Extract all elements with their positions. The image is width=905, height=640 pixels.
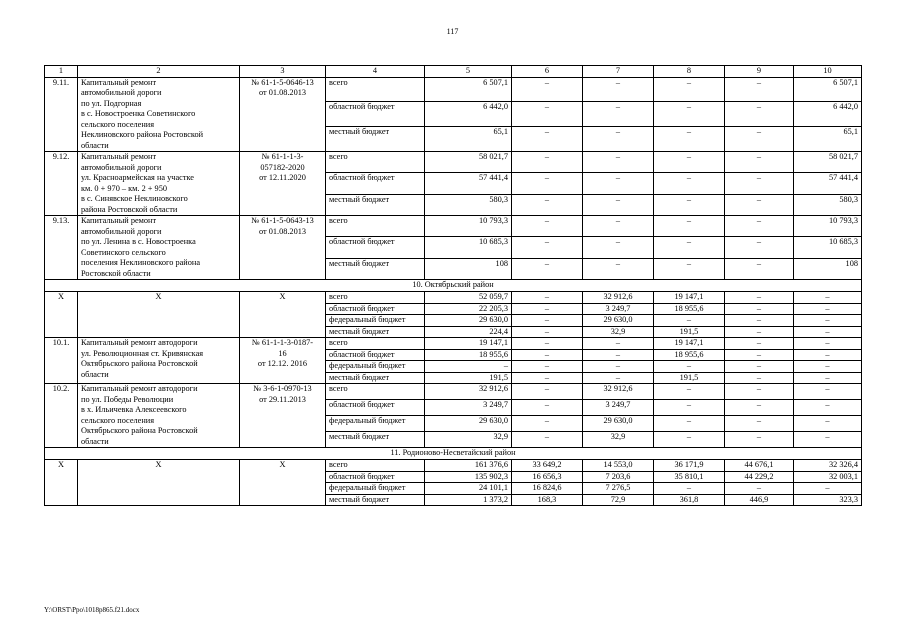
amount-cell: – (425, 361, 512, 373)
amount-cell: – (512, 315, 583, 327)
amount-cell: – (794, 432, 862, 448)
amount-cell: 16 824,6 (512, 483, 583, 495)
amount-cell: – (654, 400, 725, 416)
name-line: в с. Новостроенка Советинского (81, 109, 196, 118)
header-cell: 5 (425, 66, 512, 78)
amount-cell: – (583, 173, 654, 194)
amount-cell: 7 276,5 (583, 483, 654, 495)
funding-source: местный бюджет (326, 432, 425, 448)
amount-cell: 108 (425, 258, 512, 279)
amount-cell: 191,5 (425, 372, 512, 384)
amount-cell: – (583, 349, 654, 361)
amount-cell: 6 442,0 (794, 102, 862, 127)
amount-cell: 72,9 (583, 494, 654, 506)
header-cell: 3 (240, 66, 326, 78)
amount-cell: – (654, 194, 725, 215)
header-cell: 6 (512, 66, 583, 78)
amount-cell: – (794, 483, 862, 495)
amount-cell: – (794, 326, 862, 338)
doc-line: № 3-6-1-0970-13 (253, 384, 312, 393)
amount-cell: 1 373,2 (425, 494, 512, 506)
amount-cell: – (654, 216, 725, 237)
amount-cell: – (512, 349, 583, 361)
amount-cell: – (794, 349, 862, 361)
amount-cell: – (512, 372, 583, 384)
amount-cell: – (512, 102, 583, 127)
doc-line: от 01.08.2013 (258, 88, 307, 97)
name-line: области (81, 140, 109, 150)
funding-source: всего (326, 384, 425, 400)
amount-cell: – (512, 326, 583, 338)
name-line: Октябрьского района Ростовской (81, 426, 198, 435)
name-line: Капитальный ремонт (81, 152, 157, 161)
name-line: в с. Синявское Неклиновского (81, 194, 188, 203)
section-title: 10. Октябрьский район (45, 280, 862, 292)
amount-cell: 65,1 (425, 127, 512, 152)
amount-cell: 32 912,6 (583, 292, 654, 304)
funding-source: федеральный бюджет (326, 315, 425, 327)
amount-cell: 10 793,3 (794, 216, 862, 237)
item-number: X (45, 292, 78, 338)
amount-cell: – (512, 173, 583, 194)
table-row (45, 338, 862, 350)
name-line: Ростовской области (81, 268, 151, 278)
amount-cell: – (654, 237, 725, 258)
name-line: поселения Неклиновского района (81, 258, 201, 267)
amount-cell: – (725, 372, 794, 384)
amount-cell: 3 249,7 (583, 400, 654, 416)
amount-cell: 10 685,3 (794, 237, 862, 258)
amount-cell: 29 630,0 (425, 315, 512, 327)
header-cell: 10 (794, 66, 862, 78)
amount-cell: – (512, 152, 583, 173)
amount-cell: – (725, 315, 794, 327)
item-number: 9.11. (45, 77, 78, 152)
amount-cell: 32,9 (583, 326, 654, 338)
item-document (240, 216, 326, 280)
amount-cell: – (512, 194, 583, 215)
item-name (78, 460, 240, 506)
amount-cell: 161 376,6 (425, 460, 512, 472)
item-number: X (45, 460, 78, 506)
item-document (240, 460, 326, 506)
table-row (45, 152, 862, 173)
page-number: 117 (446, 27, 459, 36)
header-cell: 1 (45, 66, 78, 78)
item-document (240, 292, 326, 338)
amount-cell: – (512, 303, 583, 315)
amount-cell: 44 229,2 (725, 471, 794, 483)
doc-line: от 12.11.2020 (259, 173, 306, 182)
amount-cell: – (725, 77, 794, 102)
amount-cell: 52 059,7 (425, 292, 512, 304)
amount-cell: 33 649,2 (512, 460, 583, 472)
amount-cell: 19 147,1 (654, 338, 725, 350)
amount-cell: 32 326,4 (794, 460, 862, 472)
amount-cell: 19 147,1 (425, 338, 512, 350)
amount-cell: – (725, 326, 794, 338)
funding-source: федеральный бюджет (326, 416, 425, 432)
amount-cell: – (583, 194, 654, 215)
header-cell: 7 (583, 66, 654, 78)
funding-source: областной бюджет (326, 237, 425, 258)
name-line: области (81, 369, 109, 379)
amount-cell: – (654, 77, 725, 102)
amount-cell: – (512, 361, 583, 373)
table-row (45, 460, 862, 472)
footer-path: Y:\ORST\Ppo\1018p865.f21.docx (44, 606, 140, 614)
funding-source: местный бюджет (326, 194, 425, 215)
name-line: района Ростовской области (81, 204, 178, 214)
amount-cell: 135 902,3 (425, 471, 512, 483)
item-name (78, 216, 240, 280)
amount-cell: 7 203,6 (583, 471, 654, 483)
amount-cell: 29 630,0 (583, 416, 654, 432)
amount-cell: – (583, 102, 654, 127)
amount-cell: – (583, 237, 654, 258)
name-line: X (155, 460, 162, 469)
amount-cell: – (794, 372, 862, 384)
amount-cell: – (725, 303, 794, 315)
name-line: области (81, 436, 109, 446)
header-row (45, 66, 862, 78)
amount-cell: – (654, 173, 725, 194)
amount-cell: 224,4 (425, 326, 512, 338)
amount-cell: – (794, 384, 862, 400)
funding-source: всего (326, 77, 425, 102)
amount-cell: – (654, 315, 725, 327)
amount-cell: 57 441,4 (425, 173, 512, 194)
amount-cell: 18 955,6 (654, 349, 725, 361)
amount-cell: – (654, 102, 725, 127)
amount-cell: – (794, 416, 862, 432)
item-number: 9.13. (45, 216, 78, 280)
amount-cell: – (512, 400, 583, 416)
funding-source: областной бюджет (326, 400, 425, 416)
amount-cell: 580,3 (425, 194, 512, 215)
funding-source: местный бюджет (326, 258, 425, 279)
amount-cell: 446,9 (725, 494, 794, 506)
name-line: по ул. Подгорная (81, 98, 142, 108)
name-line: Неклиновского района Ростовской (81, 130, 204, 139)
header-cell: 2 (78, 66, 240, 78)
amount-cell: – (725, 384, 794, 400)
funding-source: областной бюджет (326, 349, 425, 361)
amount-cell: – (725, 361, 794, 373)
amount-cell: 191,5 (654, 326, 725, 338)
name-line: Капитальный ремонт автодороги (81, 338, 198, 347)
amount-cell: 29 630,0 (583, 315, 654, 327)
amount-cell: – (512, 432, 583, 448)
funding-source: всего (326, 460, 425, 472)
section-row (45, 280, 862, 292)
doc-line: № 61-1-1-3-0187- (251, 338, 314, 347)
amount-cell: 32,9 (425, 432, 512, 448)
amount-cell: 58 021,7 (794, 152, 862, 173)
amount-cell: – (725, 173, 794, 194)
amount-cell: – (725, 292, 794, 304)
doc-line: № 61-1-5-0643-13 (251, 216, 314, 225)
amount-cell: – (654, 483, 725, 495)
amount-cell: 580,3 (794, 194, 862, 215)
name-line: сельского поселения (81, 119, 155, 129)
amount-cell: – (725, 432, 794, 448)
item-document (240, 152, 326, 216)
amount-cell: – (725, 127, 794, 152)
funding-source: всего (326, 292, 425, 304)
amount-cell: – (654, 361, 725, 373)
doc-line: X (279, 460, 286, 469)
amount-cell: 10 793,3 (425, 216, 512, 237)
item-document (240, 384, 326, 448)
amount-cell: – (725, 400, 794, 416)
amount-cell: – (794, 303, 862, 315)
amount-cell: – (794, 361, 862, 373)
amount-cell: – (583, 361, 654, 373)
amount-cell: – (512, 292, 583, 304)
amount-cell: – (725, 152, 794, 173)
section-row (45, 448, 862, 460)
amount-cell: 32 912,6 (583, 384, 654, 400)
amount-cell: – (512, 216, 583, 237)
funding-source: областной бюджет (326, 471, 425, 483)
amount-cell: 191,5 (654, 372, 725, 384)
amount-cell: 10 685,3 (425, 237, 512, 258)
amount-cell: – (725, 258, 794, 279)
table-body (45, 66, 862, 506)
name-line: автомобильной дороги (81, 162, 162, 172)
doc-line: от 01.08.2013 (258, 226, 307, 236)
amount-cell: 29 630,0 (425, 416, 512, 432)
amount-cell: 361,8 (654, 494, 725, 506)
amount-cell: – (512, 237, 583, 258)
name-line: автомобильной дороги (81, 226, 162, 236)
item-document (240, 338, 326, 384)
amount-cell: – (583, 338, 654, 350)
amount-cell: – (583, 127, 654, 152)
doc-line: от 29.11.2013 (259, 394, 306, 404)
amount-cell: 32 003,1 (794, 471, 862, 483)
name-line: по ул. Победы Революции (81, 394, 174, 404)
amount-cell: – (512, 384, 583, 400)
doc-line: от 12.12. 2016 (257, 359, 308, 368)
amount-cell: – (725, 216, 794, 237)
doc-line: X (279, 292, 286, 301)
amount-cell: 6 507,1 (794, 77, 862, 102)
amount-cell: 58 021,7 (425, 152, 512, 173)
amount-cell: – (794, 315, 862, 327)
item-name (78, 384, 240, 448)
amount-cell: – (512, 258, 583, 279)
amount-cell: 14 553,0 (583, 460, 654, 472)
amount-cell: – (794, 292, 862, 304)
name-line: Капитальный ремонт (81, 77, 157, 87)
table-row (45, 384, 862, 400)
name-line: автомобильной дороги (81, 88, 162, 97)
amount-cell: 44 676,1 (725, 460, 794, 472)
name-line: в х. Ильичевка Алексеевского (81, 405, 187, 414)
header-cell: 9 (725, 66, 794, 78)
name-line: по ул. Ленина в с. Новостроенка (81, 237, 196, 246)
amount-cell: 65,1 (794, 127, 862, 152)
amount-cell: – (583, 77, 654, 102)
amount-cell: 19 147,1 (654, 292, 725, 304)
item-name (78, 292, 240, 338)
name-line: Капитальный ремонт автодороги (81, 384, 198, 393)
amount-cell: – (725, 194, 794, 215)
section-title: 11. Родионово-Несветайский район (45, 448, 862, 460)
name-line: ул. Революционная ст. Кривянская (81, 348, 204, 358)
header-cell: 4 (326, 66, 425, 78)
amount-cell: – (654, 432, 725, 448)
amount-cell: – (725, 483, 794, 495)
amount-cell: 36 171,9 (654, 460, 725, 472)
funding-source: всего (326, 152, 425, 173)
amount-cell: 18 955,6 (654, 303, 725, 315)
amount-cell: 32,9 (583, 432, 654, 448)
amount-cell: 35 810,1 (654, 471, 725, 483)
amount-cell: – (794, 338, 862, 350)
funding-source: областной бюджет (326, 102, 425, 127)
funding-source: всего (326, 338, 425, 350)
amount-cell: 32 912,6 (425, 384, 512, 400)
amount-cell: – (654, 127, 725, 152)
funding-source: федеральный бюджет (326, 361, 425, 373)
item-number: 9.12. (45, 152, 78, 216)
amount-cell: – (512, 338, 583, 350)
amount-cell: 22 205,3 (425, 303, 512, 315)
item-document (240, 77, 326, 152)
amount-cell: 6 507,1 (425, 77, 512, 102)
item-name (78, 338, 240, 384)
amount-cell: 323,3 (794, 494, 862, 506)
table-row (45, 292, 862, 304)
doc-line: № 61-1-1-3- (261, 152, 304, 161)
amount-cell: – (725, 102, 794, 127)
amount-cell: 168,3 (512, 494, 583, 506)
header-cell: 8 (654, 66, 725, 78)
amount-cell: 57 441,4 (794, 173, 862, 194)
doc-line: № 61-1-5-0646-13 (251, 77, 314, 87)
name-line: ул. Красноармейская на участке (81, 173, 194, 182)
amount-cell: 16 656,3 (512, 471, 583, 483)
funding-source: местный бюджет (326, 326, 425, 338)
item-name (78, 77, 240, 152)
funding-source: областной бюджет (326, 173, 425, 194)
amount-cell: 3 249,7 (583, 303, 654, 315)
amount-cell: – (583, 258, 654, 279)
budget-table (44, 65, 862, 506)
amount-cell: – (725, 349, 794, 361)
amount-cell: – (725, 338, 794, 350)
amount-cell: – (512, 127, 583, 152)
amount-cell: – (725, 416, 794, 432)
amount-cell: 108 (794, 258, 862, 279)
amount-cell: – (654, 384, 725, 400)
name-line: Октябрьского района Ростовской (81, 359, 198, 368)
amount-cell: – (583, 152, 654, 173)
table-row (45, 77, 862, 102)
doc-line: 057182-2020 (260, 162, 305, 172)
doc-line: 16 (278, 348, 287, 358)
amount-cell: – (725, 237, 794, 258)
amount-cell: – (583, 216, 654, 237)
item-name (78, 152, 240, 216)
table-row (45, 216, 862, 237)
amount-cell: – (794, 400, 862, 416)
amount-cell: – (583, 372, 654, 384)
name-line: X (155, 292, 162, 301)
funding-source: областной бюджет (326, 303, 425, 315)
amount-cell: 18 955,6 (425, 349, 512, 361)
amount-cell: – (654, 416, 725, 432)
item-number: 10.2. (45, 384, 78, 448)
funding-source: местный бюджет (326, 127, 425, 152)
funding-source: местный бюджет (326, 494, 425, 506)
funding-source: местный бюджет (326, 372, 425, 384)
amount-cell: 3 249,7 (425, 400, 512, 416)
amount-cell: – (512, 77, 583, 102)
item-number: 10.1. (45, 338, 78, 384)
name-line: Советинского сельского (81, 247, 166, 257)
funding-source: всего (326, 216, 425, 237)
amount-cell: – (654, 258, 725, 279)
amount-cell: – (654, 152, 725, 173)
funding-source: федеральный бюджет (326, 483, 425, 495)
amount-cell: 24 101,1 (425, 483, 512, 495)
name-line: сельского поселения (81, 415, 155, 425)
name-line: км. 0 + 970 – км. 2 + 950 (81, 183, 167, 193)
amount-cell: 6 442,0 (425, 102, 512, 127)
name-line: Капитальный ремонт (81, 216, 157, 225)
amount-cell: – (512, 416, 583, 432)
